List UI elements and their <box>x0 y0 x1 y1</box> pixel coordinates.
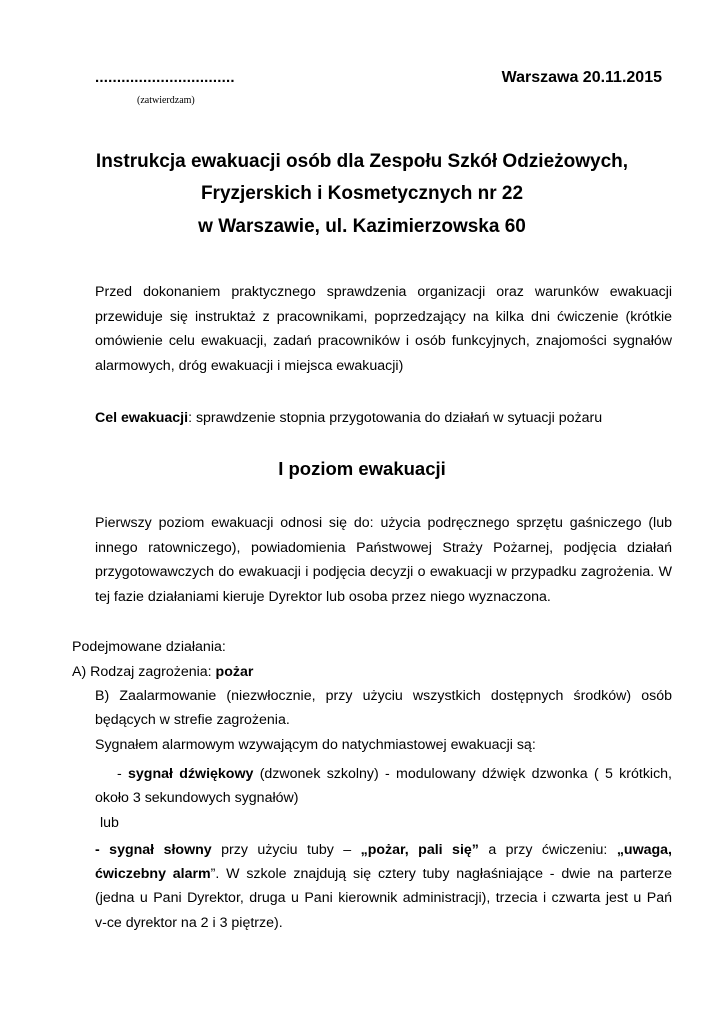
goal-text: : sprawdzenie stopnia przygotowania do działań w sytuacji pożaru <box>188 410 603 426</box>
or-text: lub <box>100 815 119 831</box>
sound-dash: - <box>117 766 129 782</box>
actions-heading: Podejmowane działania: <box>72 639 226 655</box>
goal-label: Cel ewakuacji <box>95 410 189 426</box>
level-paragraph: Pierwszy poziom ewakuacji odnosi się do: użycia podręcznego sprzętu gaśniczego (lub innego ratowniczego), powiadomienia Państwowej Straży Pożarnej, podjęcia działań przygotowawczych do ewakuacji i podjęcia decyzji o ewakuacji w przypadku zagrożenia. W tej fazie działaniami kieruje Dyrektor lub osoba przez niego wyznaczona. <box>95 515 672 605</box>
sound-signal-line <box>117 762 672 786</box>
title-line-3: w Warszawie, ul. Kazimierzowska 60 <box>198 216 526 237</box>
signal-intro: Sygnałem alarmowym wzywającym do natychmiastowej ewakuacji są: <box>95 737 536 753</box>
verbal-signal-line-1 <box>95 838 672 862</box>
verbal-text-3: ”. W szkole znajdują się cztery tuby nagłaśniające - dwie na parterze <box>210 866 672 882</box>
action-b-line-1: B) Zaalarmowanie (niezwłocznie, przy użyciu wszystkich dostępnych środków) osób <box>95 688 672 704</box>
signature-dots: ................................ <box>95 69 235 86</box>
sound-signal-line-2: około 3 sekundowych sygnałów) <box>95 790 299 806</box>
verbal-quote-2-end: ćwiczebny alarm <box>95 866 211 882</box>
goal-line <box>95 406 602 430</box>
verbal-signal-line-2 <box>95 862 672 886</box>
action-a-value: pożar <box>215 664 254 680</box>
approval-label: (zatwierdzam) <box>137 95 195 106</box>
section-title: I poziom ewakuacji <box>278 458 446 479</box>
sound-signal-label: sygnał dźwiękowy <box>128 766 254 782</box>
sound-signal-text: (dzwonek szkolny) - modulowany dźwięk dzwonka ( 5 krótkich, <box>253 766 673 782</box>
title-line-2: Fryzjerskich i Kosmetycznych nr 22 <box>200 183 524 204</box>
intro-paragraph: Przed dokonaniem praktycznego sprawdzenia organizacji oraz warunków ewakuacji przewiduje się instruktaż z pracownikami, poprzedzający na kilka dni ćwiczenie (krótkie omówienie celu ewakuacji, zadań pracowników i osób funkcyjnych, znajomości sygnałów alarmowych, dróg ewakuacji i miejsca ewakuacji) <box>95 284 672 374</box>
verbal-text-2: a przy ćwiczeniu: <box>478 842 617 858</box>
action-b-line-2: będących w strefie zagrożenia. <box>95 712 290 728</box>
verbal-quote-2-start: „uwaga, <box>616 842 672 858</box>
place-date: Warszawa 20.11.2015 <box>501 69 662 86</box>
verbal-text-1: przy użyciu tuby – <box>211 842 361 858</box>
title-line-1: Instrukcja ewakuacji osób dla Zespołu Szkół Odzieżowych, <box>95 151 629 172</box>
verbal-signal-line-3: (jedna u Pani Dyrektor, druga u Pani kierownik administracji), trzecia i czwarta jest u Pań <box>95 890 672 906</box>
verbal-signal-line-4: v-ce dyrektor na 2 i 3 piętrze). <box>95 915 283 931</box>
action-a <box>72 660 253 684</box>
verbal-signal-label: - sygnał słowny <box>95 842 212 858</box>
verbal-quote-1: „pożar, pali się” <box>360 842 479 858</box>
action-a-prefix: A) Rodzaj zagrożenia: <box>72 664 216 680</box>
